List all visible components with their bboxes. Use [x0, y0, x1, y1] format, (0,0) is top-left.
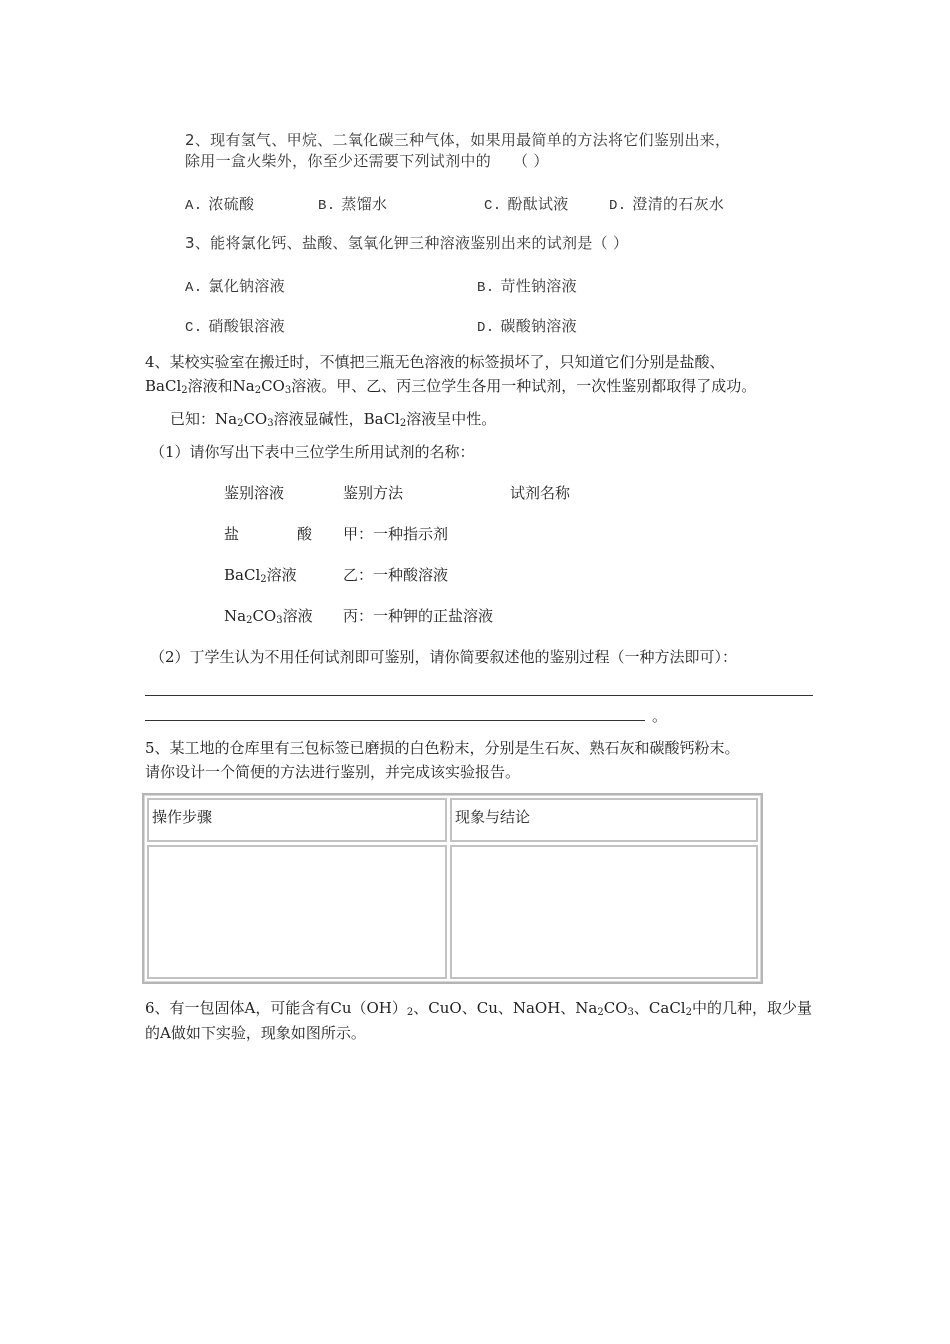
- q2-line2-text: 除用一盒火柴外，你至少还需要下列试剂中的: [185, 152, 492, 170]
- q4-part2-prompt: （2）丁学生认为不用任何试剂即可鉴别，请你简要叙述他的鉴别过程（一种方法即可）：: [150, 648, 738, 666]
- q4-line2: BaCl$_2$溶液和$Na_2CO_3$溶液。甲、乙、丙三位学生各用一种试剂，一次性鉴别都取得了成功。: [145, 377, 757, 396]
- q2-option-a: A. 浓硫酸: [185, 195, 255, 214]
- q4-known-info: 已知：$Na_2CO_3$溶液显碱性，BaCl$_2$溶液呈中性。: [170, 410, 497, 429]
- q5-steps-answer-cell[interactable]: [147, 845, 447, 979]
- q4-row3-method: 丙：一种钾的正盐溶液: [343, 607, 494, 625]
- q4-part1-prompt: （1）请你写出下表中三位学生所用试剂的名称：: [150, 443, 475, 461]
- q4-row1-method: 甲：一种指示剂: [343, 525, 449, 543]
- q5-report-table: [142, 793, 763, 984]
- q2-option-d: D. 澄清的石灰水: [609, 195, 725, 214]
- q2-line2: [185, 151, 549, 171]
- q4-line1: 4、某校实验室在搬迁时，不慎把三瓶无色溶液的标签损坏了，只知道它们分别是盐酸、: [145, 353, 725, 371]
- q4-row3-solution: $Na_2CO_3$溶液: [224, 607, 313, 626]
- q4-answer-line-1[interactable]: [145, 695, 813, 696]
- q3-option-d: D. 碳酸钠溶液: [477, 317, 577, 336]
- q6-line2: 的A做如下实验，现象如图所示。: [145, 1024, 366, 1042]
- q5-report-header-row: [147, 798, 758, 842]
- q5-line1: 5、某工地的仓库里有三包标签已磨损的白色粉末，分别是生石灰、熟石灰和碳酸钙粉末。: [145, 739, 740, 757]
- q4-end-mark: 。: [652, 707, 668, 725]
- q6-line1: 6、有一包固体A，可能含有$Cu(OH)_2$、CuO、Cu、NaOH、$Na_2CO_3$、CaCl$_2$中的几种，取少量: [145, 999, 812, 1018]
- q5-header-result: 现象与结论: [450, 798, 758, 842]
- q4-row2-solution: BaCl$_2$溶液: [224, 566, 297, 585]
- q2-option-c: C. 酚酞试液: [484, 195, 569, 214]
- q5-line2: 请你设计一个简便的方法进行鉴别，并完成该实验报告。: [145, 763, 521, 781]
- q2-answer-paren: （ ）: [513, 152, 549, 170]
- q4-answer-line-2[interactable]: [145, 720, 645, 721]
- q4-header-solution: 鉴别溶液: [224, 484, 285, 502]
- q3-option-c: C. 硝酸银溶液: [185, 317, 285, 336]
- q3-option-b: B. 苛性钠溶液: [477, 277, 577, 296]
- q4-row1-solution: 盐 酸: [224, 525, 313, 543]
- q2-line1: 2、现有氢气、甲烷、二氧化碳三种气体，如果用最简单的方法将它们鉴别出来，: [185, 131, 731, 149]
- q4-header-reagent: 试剂名称: [510, 484, 571, 502]
- q4-header-method: 鉴别方法: [343, 484, 404, 502]
- q5-report-body-row: [147, 845, 758, 979]
- q5-result-answer-cell[interactable]: [450, 845, 758, 979]
- q4-row2-method: 乙：一种酸溶液: [343, 566, 449, 584]
- q3-option-a: A. 氯化钠溶液: [185, 277, 285, 296]
- q5-header-steps: 操作步骤: [147, 798, 447, 842]
- q3-line1: 3、能将氯化钙、盐酸、氢氧化钾三种溶液鉴别出来的试剂是（ ）: [185, 234, 629, 252]
- q2-option-b: B. 蒸馏水: [318, 195, 388, 214]
